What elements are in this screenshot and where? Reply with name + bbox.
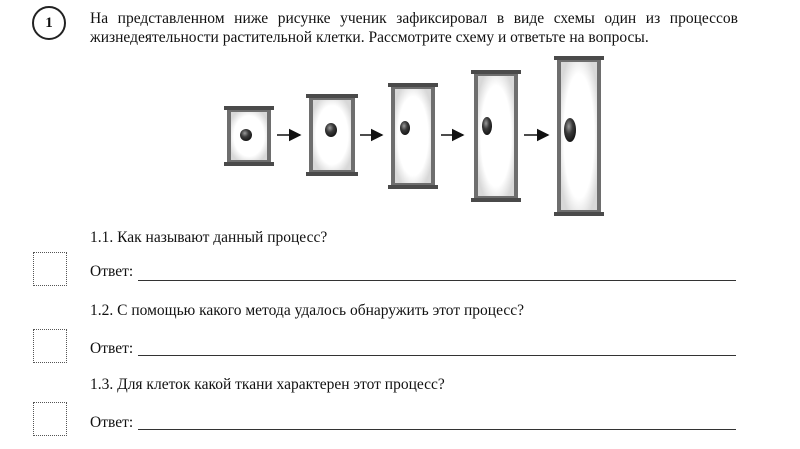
nucleus-icon xyxy=(564,118,576,142)
nucleus-icon xyxy=(325,123,337,137)
score-box-1-1[interactable] xyxy=(33,252,67,286)
cell-stage-2 xyxy=(306,94,358,176)
answer-label-1-1: Ответ: xyxy=(90,263,134,280)
cell-stage-5 xyxy=(554,56,604,216)
answer-field-1-3[interactable] xyxy=(138,413,736,430)
nucleus-icon xyxy=(400,121,410,135)
task-number: 1 xyxy=(45,14,53,31)
score-box-1-2[interactable] xyxy=(33,329,67,363)
question-1-1: 1.1. Как называют данный процесс? xyxy=(90,229,328,246)
cell-stage-4 xyxy=(471,70,521,202)
answer-field-1-1[interactable] xyxy=(138,264,736,281)
cell-stage-3 xyxy=(388,83,438,189)
score-box-1-3[interactable] xyxy=(33,402,67,436)
nucleus-icon xyxy=(482,117,492,135)
question-1-3: 1.3. Для клеток какой ткани характерен этот процесс? xyxy=(90,376,445,393)
task-intro-text: На представленном ниже рисунке ученик зафиксировал в виде схемы один из процессов жизнедеятельности растительной клетки. Рассмотрите схему и ответьте на вопросы. xyxy=(90,10,738,46)
nucleus-icon xyxy=(240,129,252,141)
answer-field-1-2[interactable] xyxy=(138,339,736,356)
answer-label-1-2: Ответ: xyxy=(90,340,134,357)
question-1-2: 1.2. С помощью какого метода удалось обнаружить этот процесс? xyxy=(90,302,524,319)
cell-stage-1 xyxy=(224,106,274,166)
answer-label-1-3: Ответ: xyxy=(90,414,134,431)
